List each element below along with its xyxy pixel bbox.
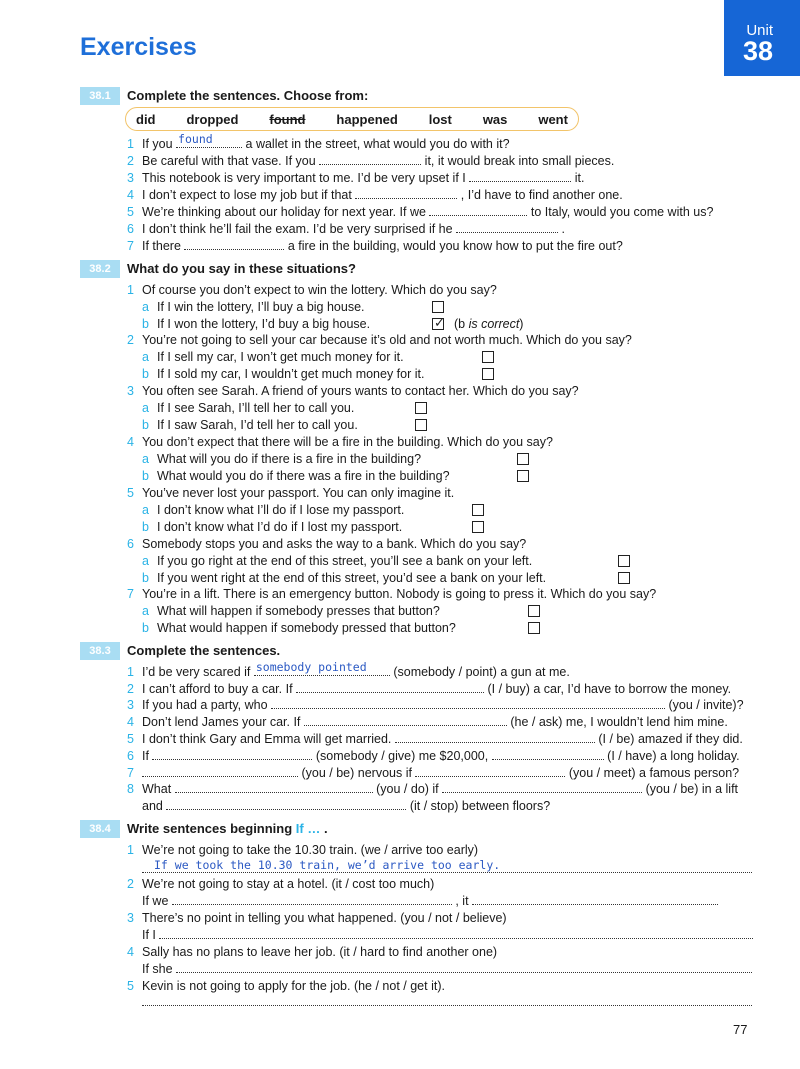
ex4-question-1: 1 We’re not going to take the 10.30 train. (we / arrive too early): [127, 843, 479, 857]
answer-blank[interactable]: [472, 893, 718, 905]
answer-blank[interactable]: [176, 132, 242, 148]
ex2-option-6b: b If you went right at the end of this street, you’d see a bank on your left.: [142, 571, 547, 585]
ex2-option-1a: a If I win the lottery, I’ll buy a big house.: [142, 300, 365, 314]
checkbox-7a[interactable]: [528, 605, 540, 617]
ex3-line-7: 7 (you / be) nervous if (you / meet) a famous person?: [127, 766, 740, 780]
ex2-option-7a: a What will happen if somebody presses that button?: [142, 604, 440, 618]
answer-blank[interactable]: [429, 204, 527, 216]
ex2-question-5: 5 You’ve never lost your passport. You can only imagine it.: [127, 486, 455, 500]
ex2-option-5a: a I don’t know what I’ll do if I lose my passport.: [142, 503, 405, 517]
unit-number: 38: [742, 36, 773, 66]
exercise-heading-38-4: Write sentences beginning If … .: [127, 821, 328, 836]
answer-blank[interactable]: [492, 748, 604, 760]
checkbox-5b[interactable]: [472, 521, 484, 533]
answer-blank[interactable]: [395, 731, 595, 743]
ex2-option-7b: b What would happen if somebody pressed that button?: [142, 621, 456, 635]
checkbox-3b[interactable]: [415, 419, 427, 431]
answer-blank[interactable]: [152, 748, 312, 760]
ex2-option-3b: b If I saw Sarah, I’d tell her to call you.: [142, 418, 358, 432]
ex1-line-3: 3 This notebook is very important to me. I’d be very upset if I it.: [127, 171, 585, 185]
answer-blank[interactable]: [296, 681, 484, 693]
ex4-answer-2: If we , it: [142, 893, 718, 910]
checkbox-6b[interactable]: [618, 572, 630, 584]
ex1-line-2: 2 Be careful with that vase. If you it, it would break into small pieces.: [127, 154, 615, 168]
exercise-tag-38-3: 38.3: [80, 642, 120, 660]
answer-blank[interactable]: [159, 927, 753, 939]
checkbox-7b[interactable]: [528, 622, 540, 634]
ex3-line-5: 5 I don’t think Gary and Emma will get married. (I / be) amazed if they did.: [127, 732, 743, 746]
checkbox-3a[interactable]: [415, 402, 427, 414]
checkbox-4b[interactable]: [517, 470, 529, 482]
exercise-tag-38-2: 38.2: [80, 260, 120, 278]
answer-blank[interactable]: [456, 221, 558, 233]
word-option: went: [538, 111, 568, 127]
page-number: 77: [733, 1022, 748, 1037]
ex3-line-4: 4 Don’t lend James your car. If (he / ask) me, I wouldn’t lend him mine.: [127, 715, 728, 729]
handwritten-answer: If we took the 10.30 train, we’d arrive too early.: [154, 858, 501, 872]
handwritten-answer: somebody pointed: [255, 660, 367, 674]
answer-blank[interactable]: [175, 781, 373, 793]
word-option: happened: [336, 111, 398, 127]
ex1-line-4: 4 I don’t expect to lose my job but if that , I’d have to find another one.: [127, 188, 623, 202]
unit-label: Unit: [746, 22, 773, 39]
word-option: was: [482, 111, 508, 127]
ex3-line-8-cont: and (it / stop) between floors?: [142, 799, 551, 813]
answer-blank[interactable]: [355, 187, 457, 199]
ex2-question-6: 6 Somebody stops you and asks the way to a bank. Which do you say?: [127, 537, 527, 551]
answer-blank[interactable]: [319, 153, 421, 165]
ex3-line-6: 6 If (somebody / give) me $20,000, (I / have) a long holiday.: [127, 749, 740, 763]
ex1-line-1: 1 If you found a wallet in the street, what would you do with it?: [127, 132, 510, 151]
answer-blank[interactable]: [271, 697, 665, 709]
word-option: dropped: [186, 111, 239, 127]
ex4-question-3: 3 There’s no point in telling you what happened. (you / not / believe): [127, 911, 507, 925]
exercise-heading-38-1: Complete the sentences. Choose from:: [127, 88, 369, 103]
ex4-answer-4: If she: [142, 961, 752, 978]
checkbox-6a[interactable]: [618, 555, 630, 567]
answer-blank[interactable]: [176, 961, 752, 973]
ex3-line-8: 8 What (you / do) if (you / be) in a lift: [127, 782, 739, 796]
ex4-answer-3: If I: [142, 927, 753, 944]
ex2-option-5b: b I don’t know what I’d do if I lost my passport.: [142, 520, 403, 534]
word-option: lost: [428, 111, 452, 127]
ex2-option-1b: b If I won the lottery, I’d buy a big house.: [142, 317, 371, 331]
word-option: did: [136, 111, 156, 127]
ex3-line-2: 2 I can’t afford to buy a car. If (I / buy) a car, I’d have to borrow the money.: [127, 682, 732, 696]
ex2-option-2b: b If I sold my car, I wouldn’t get much money for it.: [142, 367, 425, 381]
exercise-heading-38-3: Complete the sentences.: [127, 643, 281, 658]
ex1-line-6: 6 I don’t think he’ll fail the exam. I’d be very surprised if he .: [127, 222, 565, 236]
answer-line-5[interactable]: [142, 1005, 752, 1006]
checkbox-1a[interactable]: [432, 301, 444, 313]
answer-blank[interactable]: [142, 765, 298, 777]
checkbox-5a[interactable]: [472, 504, 484, 516]
answer-blank[interactable]: [442, 781, 642, 793]
checkbox-4a[interactable]: [517, 453, 529, 465]
ex4-question-4: 4 Sally has no plans to leave her job. (it / hard to find another one): [127, 945, 498, 959]
exercise-heading-38-2: What do you say in these situations?: [127, 261, 356, 276]
exercise-tag-38-4: 38.4: [80, 820, 120, 838]
ex2-question-3: 3 You often see Sarah. A friend of yours wants to contact her. Which do you say?: [127, 384, 579, 398]
checkbox-1b[interactable]: [432, 318, 444, 330]
checkbox-2b[interactable]: [482, 368, 494, 380]
answer-blank[interactable]: [172, 893, 452, 905]
ex2-option-4a: a What will you do if there is a fire in the building?: [142, 452, 422, 466]
ex2-option-6a: a If you go right at the end of this street, you’ll see a bank on your left.: [142, 554, 533, 568]
example-note: (b is correct): [454, 317, 524, 331]
ex2-question-2: 2 You’re not going to sell your car because it’s old and not worth much. Which do you say?: [127, 333, 632, 347]
ex4-question-5: 5 Kevin is not going to apply for the job. (he / not / get it).: [127, 979, 445, 993]
answer-blank[interactable]: [304, 714, 507, 726]
exercise-tag-38-1: 38.1: [80, 87, 120, 105]
word-option-used: found: [269, 111, 306, 127]
unit-badge: [724, 0, 800, 76]
ex3-line-1: 1 I’d be very scared if somebody pointed (somebody / point) a gun at me.: [127, 660, 570, 679]
page-title: Exercises: [80, 33, 197, 61]
answer-line-1[interactable]: [142, 858, 752, 873]
word-choice-box: [125, 107, 579, 131]
answer-blank[interactable]: [254, 660, 390, 676]
checkbox-2a[interactable]: [482, 351, 494, 363]
handwritten-answer: found: [178, 132, 213, 146]
ex2-option-2a: a If I sell my car, I won’t get much money for it.: [142, 350, 404, 364]
ex2-option-4b: b What would you do if there was a fire in the building?: [142, 469, 450, 483]
ex3-line-3: 3 If you had a party, who (you / invite)?: [127, 698, 744, 712]
ex2-question-7: 7 You’re in a lift. There is an emergency button. Nobody is going to press it. Which do you say?: [127, 587, 657, 601]
ex1-line-7: 7 If there a fire in the building, would you know how to put the fire out?: [127, 239, 623, 253]
answer-blank[interactable]: [184, 238, 284, 250]
answer-blank[interactable]: [415, 765, 565, 777]
ex2-option-3a: a If I see Sarah, I’ll tell her to call you.: [142, 401, 355, 415]
ex2-question-1: 1 Of course you don’t expect to win the lottery. Which do you say?: [127, 283, 497, 297]
answer-blank[interactable]: [469, 170, 571, 182]
ex4-question-2: 2 We’re not going to stay at a hotel. (it / cost too much): [127, 877, 435, 891]
ex2-question-4: 4 You don’t expect that there will be a fire in the building. Which do you say?: [127, 435, 553, 449]
ex1-line-5: 5 We’re thinking about our holiday for next year. If we to Italy, would you come with us?: [127, 205, 714, 219]
answer-blank[interactable]: [166, 798, 406, 810]
